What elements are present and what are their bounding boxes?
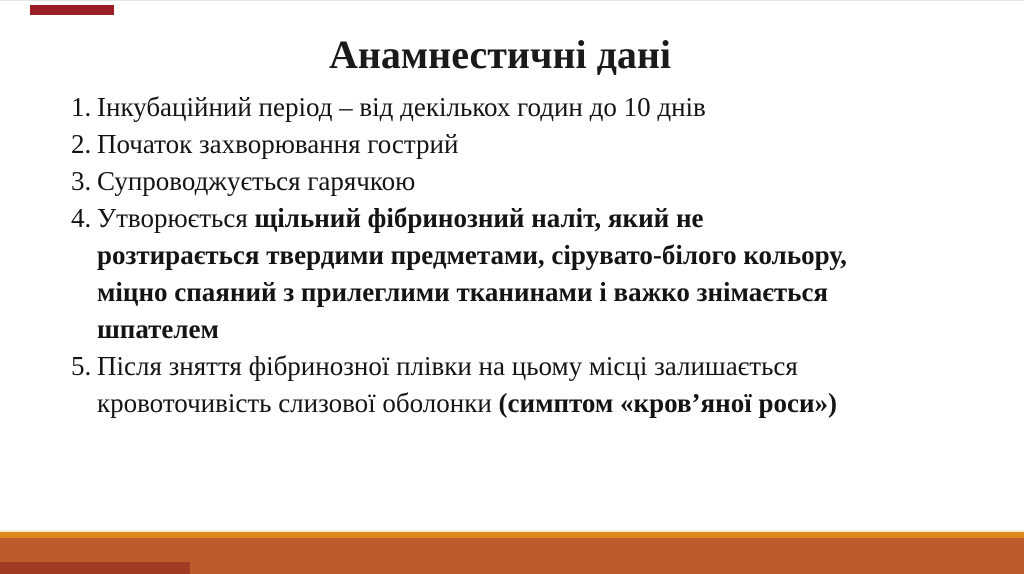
list-item-number: 5.: [71, 351, 92, 381]
list-item: [71, 348, 981, 422]
list-item-text: Інкубаційний період – від декількох годин до 10 днів: [97, 92, 706, 122]
list-item: [71, 163, 981, 200]
list-item-text: Початок захворювання гострий: [97, 129, 459, 159]
list-item-number: 4.: [71, 203, 92, 233]
top-accent-bar: [30, 5, 114, 15]
anamnestic-list: [71, 89, 981, 422]
list-item-number: 1.: [71, 92, 92, 122]
list-item: [71, 126, 981, 163]
list-item-text: Після зняття фібринозної плівки на цьому місці залишається кровоточивість слизової оболонки (симптом «кров’яної роси»): [97, 351, 837, 418]
list-item-text: Супроводжується гарячкою: [97, 166, 416, 196]
list-item: [71, 89, 981, 126]
footer-accent-block: [0, 562, 190, 574]
list-item-number: 3.: [71, 166, 92, 196]
slide-title: Анамнестичні дані: [328, 32, 672, 77]
list-item: [71, 200, 981, 348]
list-item-text: Утворюється щільний фібринозний наліт, який не розтирається твердими предметами, сірувато-білого кольору, міцно спаяний з прилеглими тканинами і важко знімається шпателем: [97, 203, 847, 344]
list-item-number: 2.: [71, 129, 92, 159]
